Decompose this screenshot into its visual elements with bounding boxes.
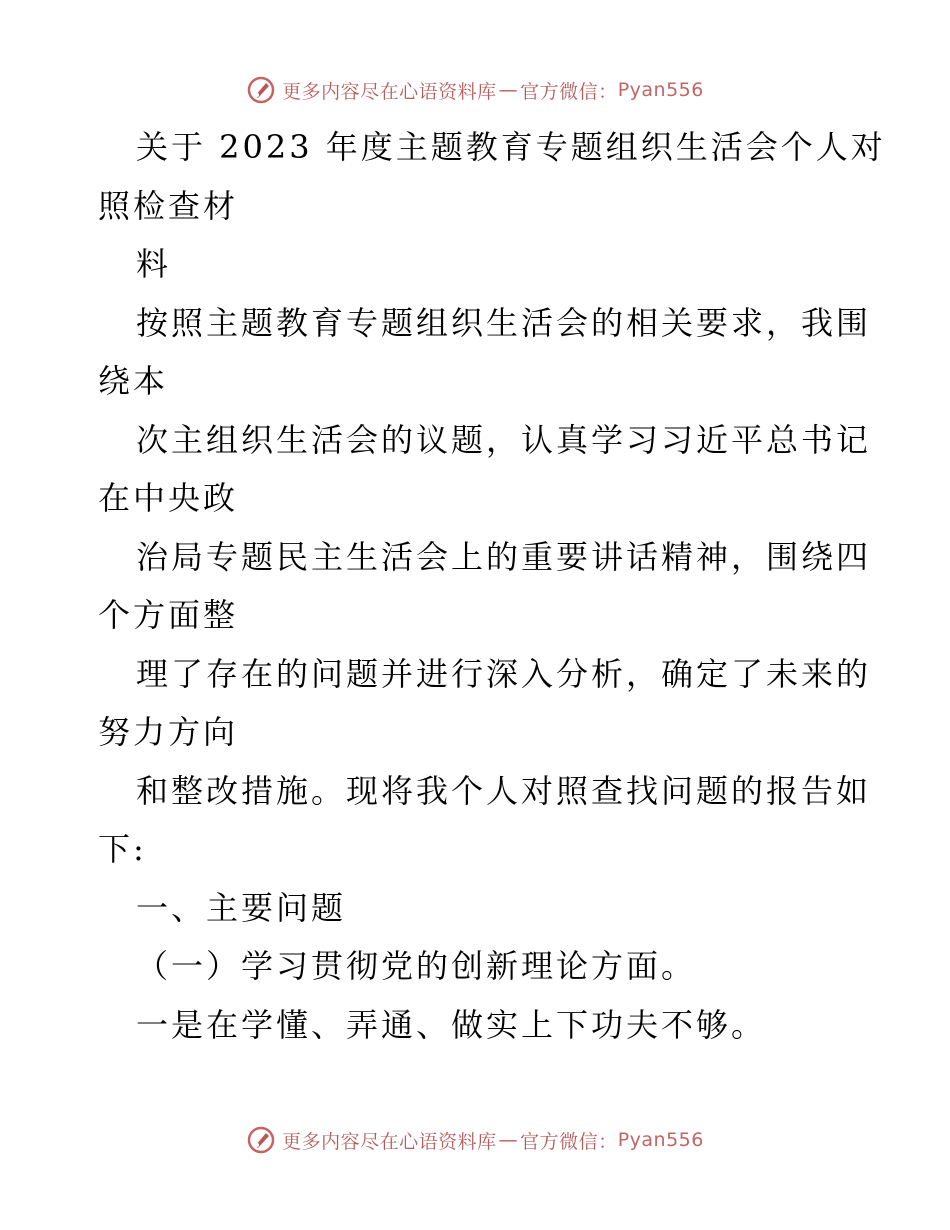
watermark-handle: Pyan556 bbox=[617, 1129, 704, 1151]
header-watermark bbox=[0, 70, 950, 110]
subsection-heading: （一）学习贯彻党的创新理论方面。 bbox=[136, 947, 697, 985]
doc-line: 和整改措施。现将我个人对照查找问题的报告如 bbox=[136, 771, 872, 810]
pen-logo-icon bbox=[246, 75, 276, 105]
doc-line: 关于 2023 年度主题教育专题组织生活会个人对 bbox=[136, 128, 886, 166]
watermark-text: 更多内容尽在心语资料库 bbox=[282, 1130, 497, 1153]
doc-line: 照检查材 bbox=[98, 186, 239, 225]
watermark-handle: Pyan556 bbox=[617, 79, 704, 101]
doc-line: 在中央政 bbox=[98, 479, 239, 517]
footer-watermark bbox=[0, 1120, 950, 1160]
pen-logo-icon bbox=[246, 1125, 276, 1155]
doc-line: 下: bbox=[98, 830, 147, 868]
doc-line: 料 bbox=[136, 245, 172, 283]
section-heading: 一、主要问题 bbox=[136, 888, 347, 927]
watermark-label: 官方微信： bbox=[520, 80, 618, 103]
doc-line: 一是在学懂、弄通、做实上下功夫不够。 bbox=[136, 1005, 767, 1044]
watermark-text: 更多内容尽在心语资料库 bbox=[282, 80, 497, 103]
watermark-label: 官方微信： bbox=[520, 1130, 618, 1153]
watermark-separator: — bbox=[498, 79, 519, 101]
doc-line: 绕本 bbox=[98, 362, 169, 400]
doc-line: 理了存在的问题并进行深入分析，确定了未来的 bbox=[136, 654, 872, 693]
doc-line: 治局专题民主生活会上的重要讲话精神，围绕四 bbox=[136, 537, 872, 576]
document-body bbox=[98, 118, 886, 1054]
doc-line: 次主组织生活会的议题，认真学习习近平总书记 bbox=[136, 420, 872, 459]
doc-line: 努力方向 bbox=[98, 713, 239, 751]
watermark-separator: — bbox=[498, 1129, 519, 1151]
doc-line: 个方面整 bbox=[98, 596, 239, 634]
doc-line: 按照主题教育专题组织生活会的相关要求，我围 bbox=[136, 303, 872, 342]
